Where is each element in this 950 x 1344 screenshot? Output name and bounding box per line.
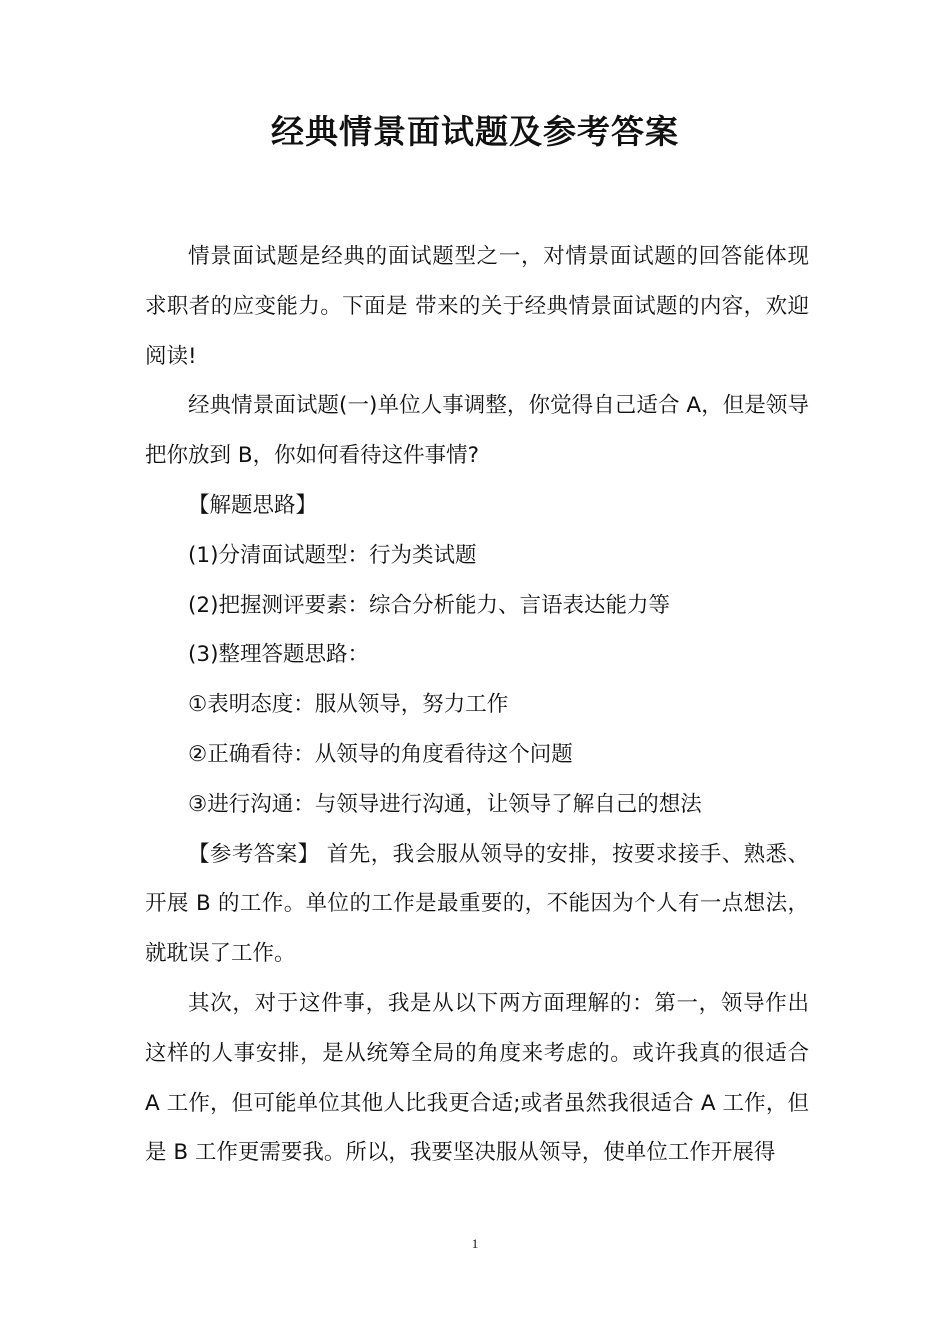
- paragraph-step-2: (2)把握测评要素：综合分析能力、言语表达能力等: [188, 592, 670, 618]
- paragraph-question-1: 经典情景面试题(一)单位人事调整，你觉得自己适合 A，但是领导把你放到 B，你如何看待这件事情?: [145, 393, 809, 469]
- paragraph-point-3: ③进行沟通：与领导进行沟通，让领导了解自己的想法: [188, 791, 702, 817]
- document-title: 经典情景面试题及参考答案: [271, 112, 679, 151]
- paragraph-intro: 情景面试题是经典的面试题型之一，对情景面试题的回答能体现求职者的应变能力。下面是 带来的关于经典情景面试题的内容，欢迎阅读!: [145, 244, 809, 369]
- paragraph-second-point: 其次，对于这件事，我是从以下两方面理解的：第一，领导作出这样的人事安排，是从统筹全局的角度来考虑的。或许我真的很适合 A 工作，但可能单位其他人比我更合适;或者虽然我很适合 A 工作，但是 B 工作更需要我。所以，我要坚决服从领导，使单位工作开展得: [145, 990, 809, 1166]
- paragraph-point-2: ②正确看待：从领导的角度看待这个问题: [188, 741, 573, 767]
- paragraph-step-1: (1)分清面试题型：行为类试题: [188, 542, 477, 568]
- paragraph-reference-answer: 【参考答案】 首先，我会服从领导的安排，按要求接手、熟悉、开展 B 的工作。单位的工作是最重要的，不能因为个人有一点想法，就耽误了工作。: [145, 841, 809, 967]
- document-body: [145, 232, 809, 1178]
- paragraph-step-3: (3)整理答题思路：: [188, 642, 369, 668]
- paragraph-point-1: ①表明态度：服从领导，努力工作: [188, 692, 509, 718]
- paragraph-solution-heading: 【解题思路】: [188, 492, 318, 518]
- page-number: 1: [471, 1236, 479, 1251]
